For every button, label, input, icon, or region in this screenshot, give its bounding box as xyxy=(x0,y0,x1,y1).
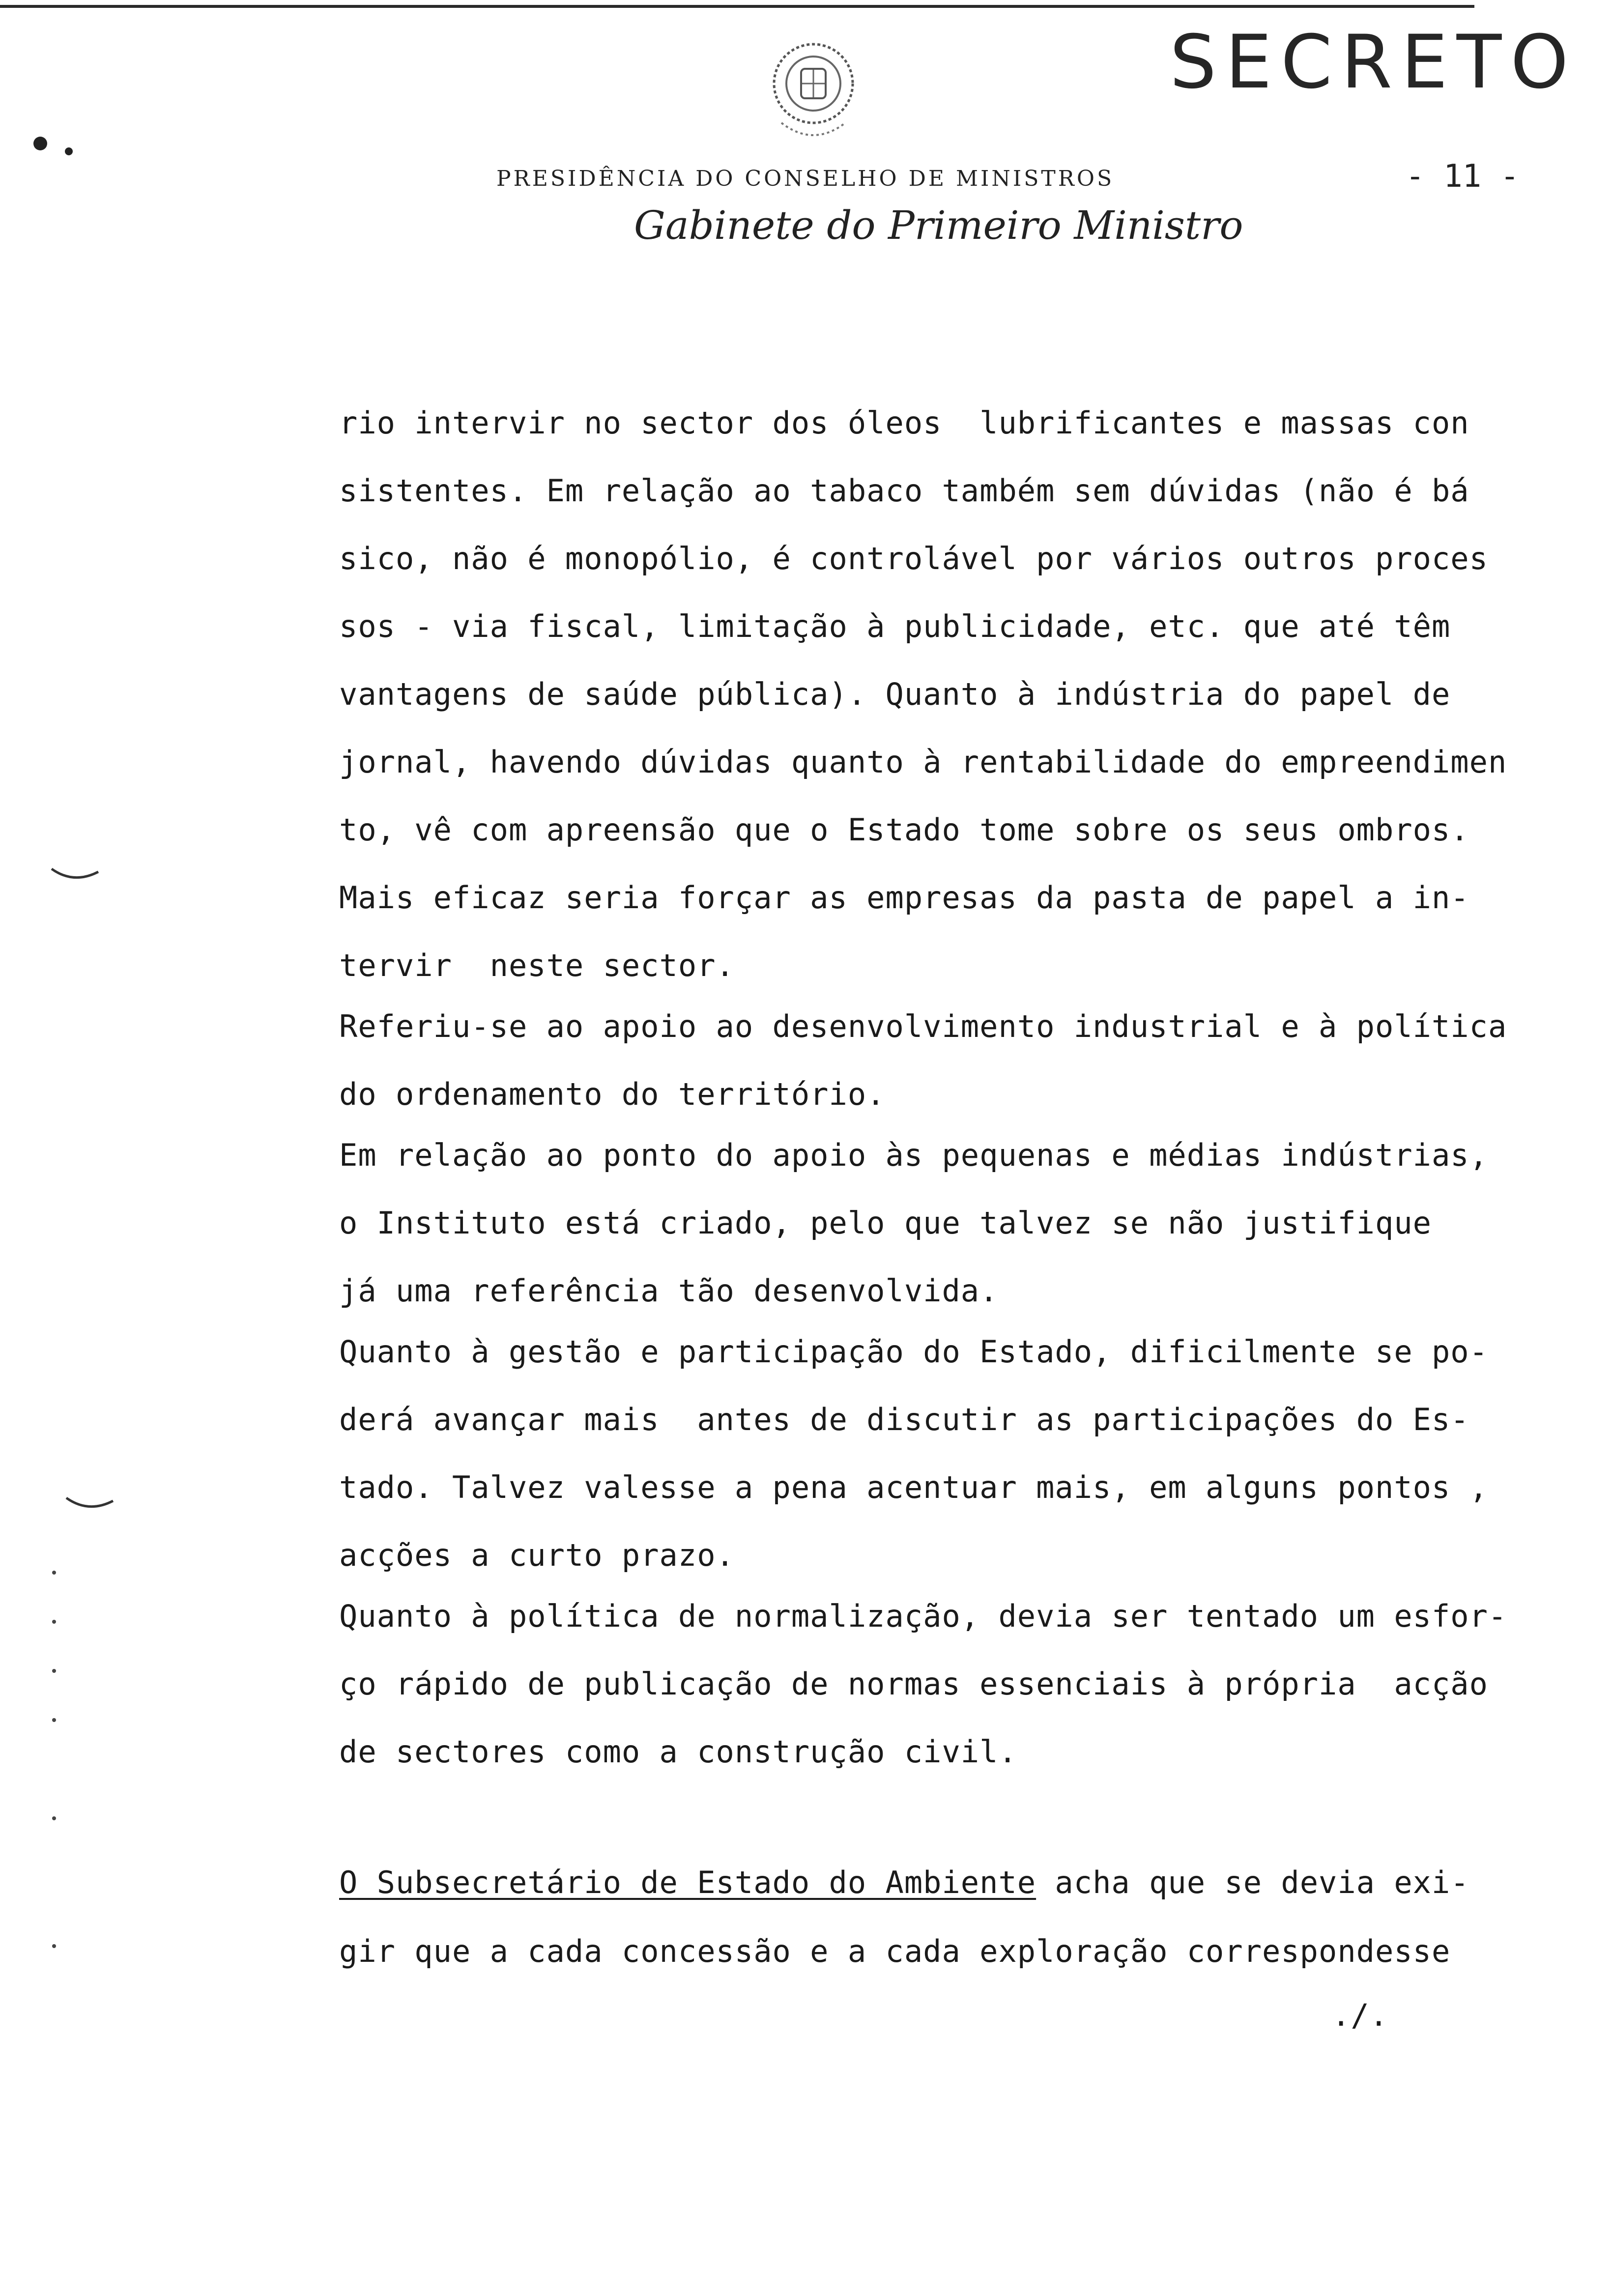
text-line: to, vê com apreensão que o Estado tome sobre os seus ombros. xyxy=(339,812,1469,848)
header-organization: PRESIDÊNCIA DO CONSELHO DE MINISTROS xyxy=(496,166,1115,191)
text-line: ço rápido de publicação de normas essenciais à própria acção xyxy=(339,1666,1488,1702)
text-line: tado. Talvez valesse a pena acentuar mais, em alguns pontos , xyxy=(339,1469,1488,1505)
margin-dots-icon xyxy=(49,1563,59,2005)
text-line: acções a curto prazo. xyxy=(339,1537,735,1573)
text-line: sico, não é monopólio, é controlável por vários outros proces xyxy=(339,541,1488,576)
text-line: Referiu-se ao apoio ao desenvolvimento industrial e à política xyxy=(339,1008,1507,1044)
secret-stamp: SECRETO xyxy=(1170,20,1578,105)
text-line: do ordenamento do território. xyxy=(339,1076,886,1112)
text-line: sos - via fiscal, limitação à publicidade, etc. que até têm xyxy=(339,608,1451,644)
text-line: rio intervir no sector dos óleos lubrificantes e massas con xyxy=(339,405,1469,441)
margin-arc-mark-icon xyxy=(64,1494,118,1514)
text-line: de sectores como a construção civil. xyxy=(339,1734,1017,1770)
ink-mark-icon xyxy=(29,133,84,162)
header-department: Gabinete do Primeiro Ministro xyxy=(634,202,1243,248)
continuation-mark: ./. xyxy=(1332,1997,1388,2033)
text-line: Mais eficaz seria forçar as empresas da pasta de papel a in- xyxy=(339,880,1469,916)
top-rule xyxy=(0,5,1474,8)
text-line: o Instituto está criado, pelo que talvez se não justifique xyxy=(339,1205,1432,1241)
speaker-name: O Subsecretário de Estado do Ambiente xyxy=(339,1865,1036,1900)
page-number: - 11 - xyxy=(1406,158,1520,195)
text-line: vantagens de saúde pública). Quanto à indústria do papel de xyxy=(339,676,1451,712)
text-line: gir que a cada concessão e a cada exploração correspondesse xyxy=(339,1933,1451,1969)
text-line: tervir neste sector. xyxy=(339,947,735,983)
text-line: já uma referência tão desenvolvida. xyxy=(339,1273,999,1309)
text-line: derá avançar mais antes de discutir as participações do Es- xyxy=(339,1402,1469,1437)
text-line: jornal, havendo dúvidas quanto à rentabilidade do empreendimen xyxy=(339,744,1507,780)
text-line xyxy=(339,1867,1469,1898)
coat-of-arms-seal-icon xyxy=(752,25,875,152)
text-line: Quanto à política de normalização, devia ser tentado um esfor- xyxy=(339,1598,1507,1634)
text-line: sistentes. Em relação ao tabaco também sem dúvidas (não é bá xyxy=(339,473,1469,509)
text-line: Em relação ao ponto do apoio às pequenas e médias indústrias, xyxy=(339,1137,1488,1173)
text-line-rest: acha que se devia exi- xyxy=(1036,1865,1469,1900)
text-line: Quanto à gestão e participação do Estado, dificilmente se po- xyxy=(339,1334,1488,1370)
margin-arc-mark-icon xyxy=(49,865,103,885)
